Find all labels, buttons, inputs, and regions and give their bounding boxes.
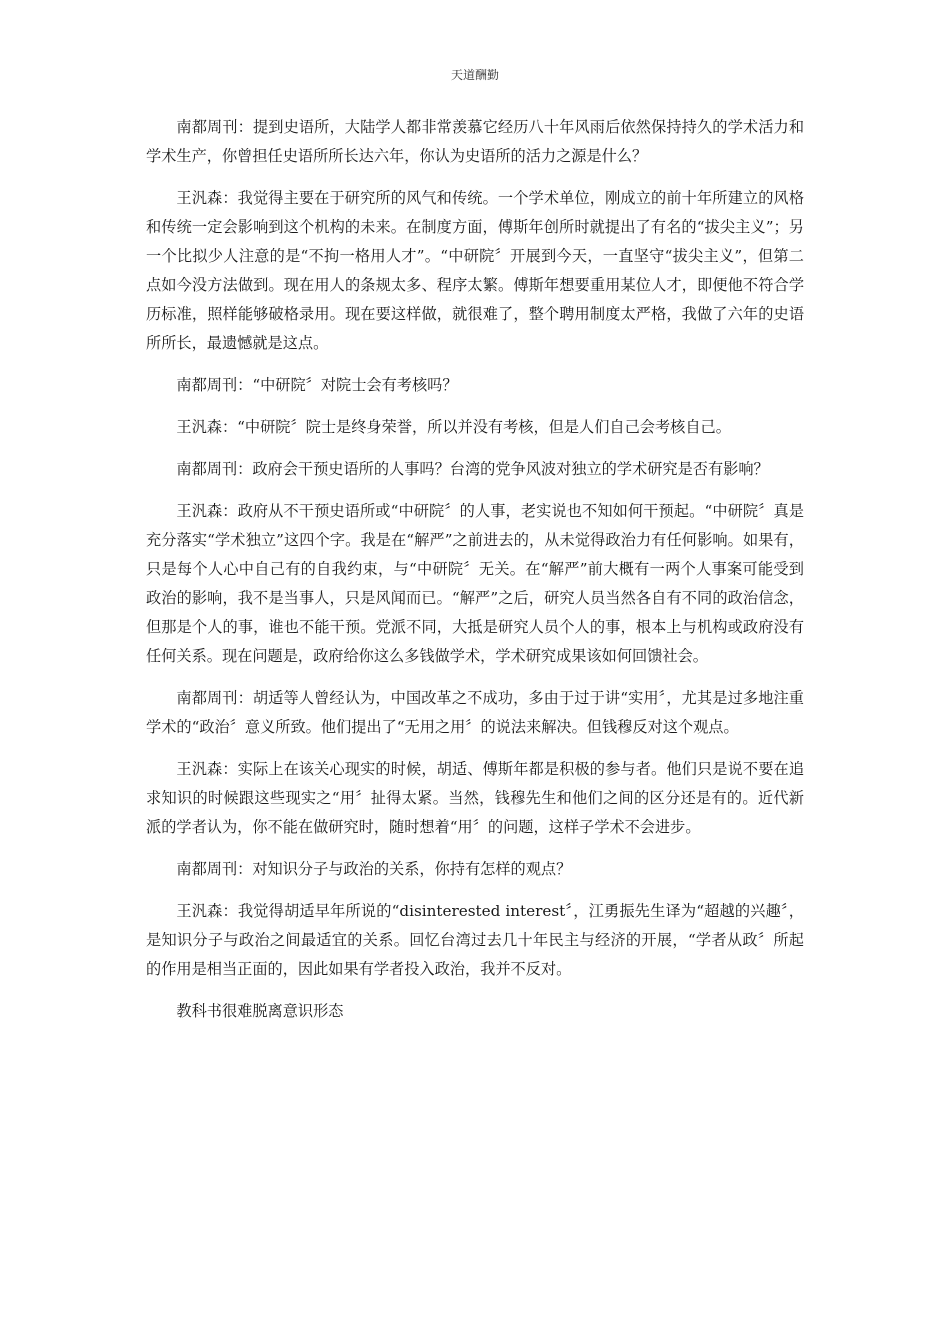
paragraph-answer: 王汎森：“中研院〞院士是终身荣誉，所以并没有考核，但是人们自己会考核自己。	[176, 418, 731, 436]
paragraph-question: 南都周刊：提到史语所，大陆学人都非常羡慕它经历八十年风雨后依然保持持久的学术活力和学术生产，你曾担任史语所所长达六年，你认为史语所的活力之源是什么？	[146, 118, 804, 165]
paragraph-question: 南都周刊：政府会干预史语所的人事吗？台湾的党争风波对独立的学术研究是否有影响？	[176, 460, 769, 478]
page-header: 天道酬勤	[450, 68, 499, 82]
section-heading: 教科书很难脱离意识形态	[176, 1002, 344, 1020]
paragraph-answer: 王汎森：实际上在该关心现实的时候，胡适、傅斯年都是积极的参与者。他们只是说不要在追求知识的时候跟这些现实之“用〞扯得太紧。当然，钱穆先生和他们之间的区分还是有的。近代新派的学者认为，你不能在做研究时，随时想着“用〞的问题，这样子学术不会进步。	[146, 760, 804, 836]
paragraph-question: 南都周刊：胡适等人曾经认为，中国改革之不成功，多由于过于讲“实用〞，尤其是过多地注重学术的“政治〞意义所致。他们提出了“无用之用〞的说法来解决。但钱穆反对这个观点。	[146, 689, 804, 736]
article-body	[146, 113, 804, 1039]
paragraph-answer: 王汎森：我觉得胡适早年所说的“disinterested interest〞，江勇振先生译为“超越的兴趣〞，是知识分子与政治之间最适宜的关系。回忆台湾过去几十年民主与经济的开展，“学者从政〞所起的作用是相当正面的，因此如果有学者投入政治，我并不反对。	[146, 902, 804, 978]
paragraph-answer: 王汎森：我觉得主要在于研究所的风气和传统。一个学术单位，刚成立的前十年所建立的风格和传统一定会影响到这个机构的未来。在制度方面，傅斯年创所时就提出了有名的“拔尖主义”；另一个比拟少人注意的是“不拘一格用人才”。“中研院〞开展到今天，一直坚守“拔尖主义”，但第二点如今没方法做到。现在用人的条规太多、程序太繁。傅斯年想要重用某位人才，即便他不符合学历标准，照样能够破格录用。现在要这样做，就很难了，整个聘用制度太严格，我做了六年的史语所所长，最遗憾就是这点。	[146, 189, 804, 352]
paragraph-question: 南都周刊：“中研院〞对院士会有考核吗？	[176, 376, 458, 394]
paragraph-question: 南都周刊：对知识分子与政治的关系，你持有怎样的观点？	[176, 860, 572, 878]
paragraph-answer: 王汎森：政府从不干预史语所或“中研院〞的人事，老实说也不知如何干预起。“中研院〞真是充分落实“学术独立”这四个字。我是在“解严”之前进去的，从未觉得政治力有任何影响。如果有，只是每个人心中自己有的自我约束，与“中研院〞无关。在“解严”前大概有一两个人事案可能受到政治的影响，我不是当事人，只是风闻而已。“解严”之后，研究人员当然各自有不同的政治信念，但那是个人的事，谁也不能干预。党派不同，大抵是研究人员个人的事，根本上与机构或政府没有任何关系。现在问题是，政府给你这么多钱做学术，学术研究成果该如何回馈社会。	[146, 502, 804, 665]
